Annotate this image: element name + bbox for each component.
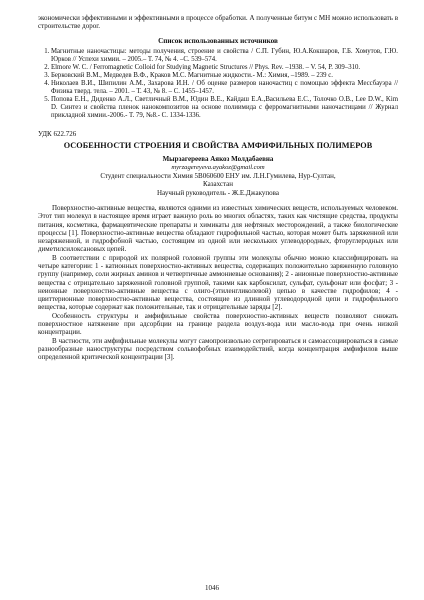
article-title: ОСОБЕННОСТИ СТРОЕНИЯ И СВОЙСТВА АМФИФИЛЬНЫХ ПОЛИМЕРОВ [63,141,373,151]
page-content [38,14,398,362]
affiliation-line-2: Казахстан [203,180,233,189]
page-number: 1046 [205,584,219,592]
body-paragraph: В соответствии с природой их полярной головной группы эти молекулы обычно можно классифицировать на четыре категории: 1 - катионных поверхностно-активных вещества, содержащих положительно заряженную головную группу (например, соли жирных аминов и четвертичные аммониевые основания); 2 - анионные поверхностно-активные вещества с отрицательно заряженной головной группой, такими как карбоксилат, сульфат, сульфонат или фосфат; 3 - неионные поверхностно-активные вещества с олиго-(этиленгликолевой) цепью в качестве гидрофилов; 4 - цвиттерионные поверхностно-активные вещества, состоящие из длинной углеводородной цепи и гидрофильного вещества, которые содержат как положительные, так и отрицательные заряды [2]. [38,253,398,312]
references-heading: Список использованных источников [158,36,278,45]
body-paragraph: В частности, эти амфифильные молекулы могут самопроизвольно сегрегироваться и самоассоциироваться в самые разнообразные наноструктуры посредством сольвофобных взаимодействий, когда концентрация амфифилов выше определенной критической концентрации [3]. [38,336,398,362]
reference-item: 3. Берковский В.М., Медведев В.Ф., Краков М.С. Магнитные жидкости.- М.: Химия, –1989. – 239 с. [51,72,398,80]
reference-item: 4. Николаев В.И., Шипилин А.М., Захарова И.Н. / Об оценке размеров наночастиц с помощью эффекта Мессбауэра // Физика тверд. тела. – 2001. – Т. 43, № 8. – С. 1455–1457. [51,80,398,96]
reference-item: 1. Магнитные наночастицы: методы получения, строение и свойства / С.П. Губин, Ю.А.Кокшаров, Г.Б. Хомутов, Г.Ю. Юрков // Успехи химии. – 2005.– Т. 74, № 4. –С. 539–574. [51,48,398,64]
references-list [38,48,398,121]
reference-item: 5. Попова Е.Н., Диденко А.Л., Светличный В.М., Юдин В.Е., Кайдаш Е.А.,Васильева Е.С., Толочко О.В., Lee D.W., Kim D. Синтез и свойства пленок нанокомпозитов на основе полиимида с ферромагнитными наночастицами // Журнал прикладной химии.-2006.- Т. 79, №8.- С. 1334-1336. [51,96,398,120]
author-name: Мырзагереева Аякоз Молдабаевна [162,155,274,164]
reference-item: 2. Elmore W. C. / Ferromagnetic Colloid for Studying Magnetic Structures // Phys. Rev. –1938. – V. 54, P. 309–310. [51,64,398,72]
article-body [38,204,398,362]
intro-paragraph: экономически эффективными и эффективными в процессе обработки. А полученные битум с МН можно использовать в строительстве дорог. [38,14,398,31]
supervisor: Научный руководитель - Ж.Е.Джакупова [157,188,279,197]
body-paragraph: Поверхностно-активные вещества, являются одними из известных химических веществ, используемых человеком. Этот тип молекул в настоящее время играет важную роль во многих областях, таких как чистящие средства, продукты питания, косметика, фармацевтические препараты и химикаты для нефтяных месторождений, а также биологические процессы [1]. Поверхностно-активные вещества обладают гидрофильной частью, которая может быть заряженной или незаряженной, и гидрофобной частью, состоящим из одной или нескольких углеводородных, фторуглеродных или диметилсилоксановых цепей. [38,203,398,254]
affiliation-line-1: Студент специальности Химия 5В060600 ЕНУ им. Л.Н.Гумилева, Нур-Султан, [100,172,336,181]
author-email: myrzagereyeva.ayakoz@gmail.com [171,163,265,171]
body-paragraph: Особенность структуры и амфифильные свойства поверхностно-активных веществ позволяют снижать поверхностное натяжение при адсорбции на границе раздела воздух-вода или масло-вода при очень низкой концентрации. [38,311,398,337]
udc-code: УДК 622.726 [38,130,77,139]
